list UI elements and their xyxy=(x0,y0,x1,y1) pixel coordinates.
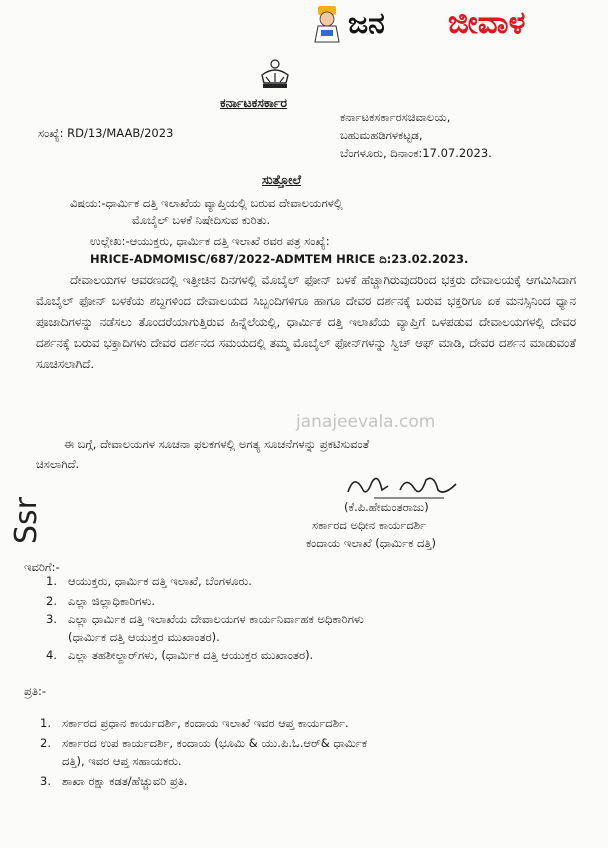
office-address-line2: ಬಹುಮಹಡಿಗಳಕಟ್ಟಡ, xyxy=(340,128,423,142)
margin-mark-text: Ssr xyxy=(9,496,44,544)
copies-label: ಪ್ರತಿ:- xyxy=(24,684,46,698)
list-item: 3. ಶಾಖಾ ರಕ್ಷಾ ಕಡತ/ಹೆಚ್ಚುವರಿ ಪ್ರತಿ. xyxy=(40,774,188,788)
instruction-line2: ಚಿಸಲಾಗಿದೆ. xyxy=(36,457,80,471)
signatory-department: ಕಂದಾಯ ಇಲಾಖೆ (ಧಾರ್ಮಿಕ ದತ್ತಿ) xyxy=(306,536,436,550)
circular-title: ಸುತ್ತೋಲೆ xyxy=(262,172,301,187)
list-item-continuation: (ಧಾರ್ಮಿಕ ದತ್ತಿ ಆಯುಕ್ತರ ಮುಖಾಂತರ). xyxy=(68,630,220,644)
mascot-icon xyxy=(310,4,344,44)
reference-number: ಸಂಖ್ಯೆ: RD/13/MAAB/2023 xyxy=(38,126,174,140)
instruction-line1: ಈ ಬಗ್ಗೆ, ದೇವಾಲಯಗಳ ಸೂಚನಾ ಫಲಕಗಳಲ್ಲಿ ಅಗತ್ಯ ಸೂಚನೆಗಳನ್ನು ಪ್ರಕಟಿಸುವಂತೆ xyxy=(64,437,370,451)
list-item: 1. ಸರ್ಕಾರದ ಪ್ರಧಾನ ಕಾರ್ಯದರ್ಶಿ, ಕಂದಾಯ ಇಲಾಖೆ ಇವರ ಆಪ್ತ ಕಾರ್ಯದರ್ಶಿ. xyxy=(40,716,349,730)
logo-jeevala-text: ಜೀವಾಳ xyxy=(448,5,526,41)
signatory-designation: ಸರ್ಕಾರದ ಅಧೀನ ಕಾರ್ಯದರ್ಶಿ xyxy=(312,518,427,532)
logo-jana-text: ಜನ xyxy=(348,6,385,41)
signatory-name: (ಕೆ.ಪಿ.ಹೇಮಂತರಾಜು) xyxy=(344,500,429,514)
list-item: 1. ಆಯುಕ್ತರು, ಧಾರ್ಮಿಕ ದತ್ತಿ ಇಲಾಖೆ, ಬೆಂಗಳೂರು. xyxy=(46,574,252,588)
publisher-logo xyxy=(300,0,608,48)
reference-line2: HRICE-ADMOMISC/687/2022-ADMTEM HRICE ದಿ:23.02.2023. xyxy=(90,252,469,266)
subject-line1: ವಿಷಯ:-ಧಾರ್ಮಿಕ ದತ್ತಿ ಇಲಾಖೆಯ ವ್ಯಾಪ್ತಿಯಲ್ಲಿ ಬರುವ ದೇವಾಲಯಗಳಲ್ಲಿ xyxy=(70,196,343,210)
reference-line1: ಉಲ್ಲೇಖ:-ಆಯುಕ್ತರು, ಧಾರ್ಮಿಕ ದತ್ತಿ ಇಲಾಖೆ ರವರ ಪತ್ರ ಸಂಖ್ಯೆ: xyxy=(90,234,330,248)
margin-mark xyxy=(6,478,46,550)
list-item-continuation: ದತ್ತಿ), ಇವರ ಆಪ್ತ ಸಹಾಯಕರು. xyxy=(62,754,182,768)
list-item: 3. ಎಲ್ಲಾ ಧಾರ್ಮಿಕ ದತ್ತಿ ಇಲಾಖೆಯ ದೇವಾಲಯಗಳ ಕಾರ್ಯನಿರ್ವಾಹಕ ಅಧಿಕಾರಿಗಳು xyxy=(46,612,364,626)
list-item: 4. ಎಲ್ಲಾ ತಹಶೀಲ್ದಾರ್‌ಗಳು, (ಧಾರ್ಮಿಕ ದತ್ತಿ ಆಯುಕ್ತರ ಮುಖಾಂತರ). xyxy=(46,648,314,662)
subject-line2: ಮೊಬೈಲ್ ಬಳಕೆ ನಿಷೇದಿಸುವ ಕುರಿತು. xyxy=(132,213,271,227)
list-item: 2. ಸರ್ಕಾರದ ಉಪ ಕಾರ್ಯದರ್ಶಿ, ಕಂದಾಯ (ಭೂಮಿ & ಯು.ಪಿ.ಓ.ಆರ್& ಧಾರ್ಮಿಕ xyxy=(40,736,368,750)
office-date-line: ಬೆಂಗಳೂರು, ದಿನಾಂಕ:17.07.2023. xyxy=(340,146,492,160)
govt-heading: ಕರ್ನಾಟಕಸರ್ಕಾರ xyxy=(220,95,288,110)
office-address-line1: ಕರ್ನಾಟಕಸರ್ಕಾರಸಚಿವಾಲಯ, xyxy=(340,110,451,124)
state-emblem-icon xyxy=(256,55,294,91)
body-paragraph: ದೇವಾಲಯಗಳ ಆವರಣದಲ್ಲಿ ಇತ್ತೀಚಿನ ದಿನಗಳಲ್ಲಿ ಮೊಬೈಲ್ ಫೋನ್ ಬಳಕೆ ಹೆಚ್ಚಾಗಿರುವುದರಿಂದ ಭಕ್ತರು ದೇವಾಲಯಕ್ಕೆ ಆಗಮಿಸಿದಾಗ ಮೊಬೈಲ್ ಫೋನ್ ಬಳಕೆಯ ಶಬ್ದಗಳಿಂದ ದೇವಾಲಯದ ಸಿಬ್ಬಂದಿಗಳಿಗೂ ಹಾಗೂ ದೇವರ ದರ್ಶನಕ್ಕೆ ಬರುವ ಭಕ್ತರಿಗೂ ಏಕ ಮನಸ್ಸಿನಿಂದ ಧ್ಯಾನ ಪೂಜಾದಿಗಳನ್ನು ನಡೆಸಲು ತೊಂದರೆಯಾಗುತ್ತಿರುವ ಹಿನ್ನೆಲೆಯಲ್ಲಿ, ಧಾರ್ಮಿಕ ದತ್ತಿ ಇಲಾಖೆಯ ವ್ಯಾಪ್ತಿಗೆ ಒಳಪಡುವ ದೇವಾಲಯಗಳಲ್ಲಿ ದೇವರ ದರ್ಶನಕ್ಕೆ ಬರುವ ಭಕ್ತಾದಿಗಳು ದೇವರ ದರ್ಶನದ ಸಮಯದಲ್ಲಿ ತಮ್ಮ ಮೊಬೈಲ್ ಫೋನ್‌ಗಳನ್ನು ಸ್ವಿಚ್ ಆಫ್ ಮಾಡಿ, ದೇವರ ದರ್ಶನ ಮಾಡುವಂತೆ ಸೂಚಿಸಲಾಗಿದೆ. xyxy=(36,273,576,371)
list-item: 2. ಎಲ್ಲಾ ಜಿಲ್ಲಾಧಿಕಾರಿಗಳು. xyxy=(46,594,156,608)
site-watermark: janajeevala.com xyxy=(296,412,436,432)
recipients-label: ಇವರಿಗೆ:- xyxy=(24,560,60,574)
